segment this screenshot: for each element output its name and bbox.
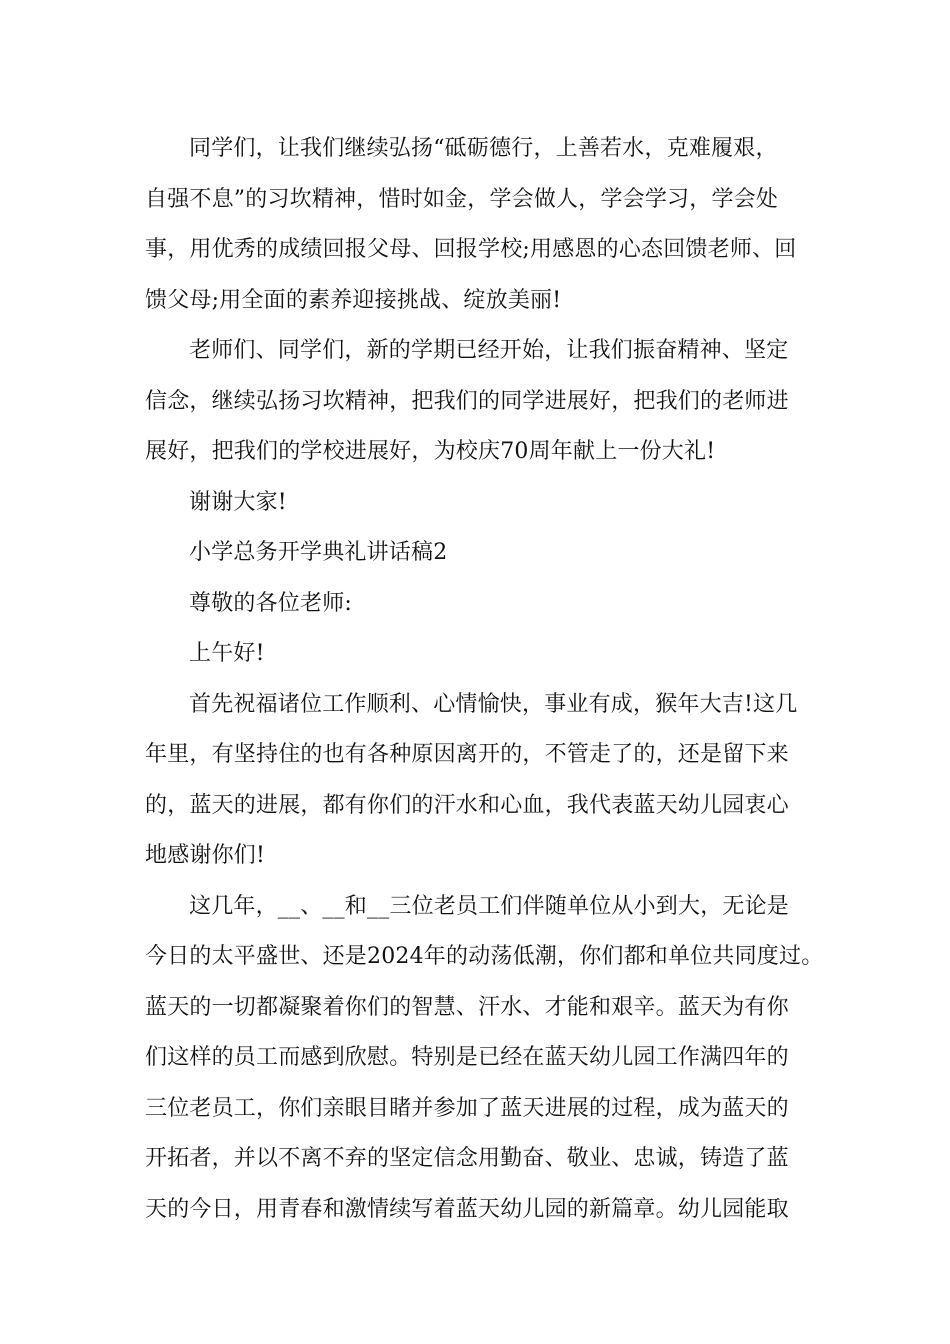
text-line: 老师们、同学们，新的学期已经开始，让我们振奋精神、坚定 (189, 338, 789, 363)
text-line: 小学总务开学典礼讲话稿2 (189, 540, 448, 565)
section-title (145, 528, 817, 579)
text-line: 年里，有坚持住的也有各种原因离开的，不管走了的，还是留下来 (145, 742, 789, 767)
text-line: 上午好! (189, 641, 265, 666)
document-body (145, 124, 824, 1235)
text-line: 蓝天的一切都凝聚着你们的智慧、汗水、才能和艰辛。蓝天为有你 (145, 994, 789, 1020)
paragraph-4 (145, 882, 824, 1236)
salutation (145, 579, 817, 630)
text-line: 地感谢你们! (145, 843, 266, 868)
paragraph-thanks (145, 478, 817, 529)
text-line: 这几年，__、__和__三位老员工们伴随单位从小到大，无论是 (189, 893, 790, 919)
text-line: 天的今日，用青春和激情续写着蓝天幼儿园的新篇章。幼儿园能取 (145, 1196, 789, 1222)
text-line: 事，用优秀的成绩回报父母、回报学校;用感恩的心态回馈老师、回 (145, 237, 797, 262)
greeting (145, 629, 817, 680)
text-line: 三位老员工，你们亲眼目睹并参加了蓝天进展的过程，成为蓝天的 (145, 1095, 789, 1121)
paragraph-2 (145, 326, 817, 478)
text-line: 展好，把我们的学校进展好，为校庆70周年献上一份大礼! (145, 439, 716, 464)
text-line: 信念，继续弘扬习坎精神，把我们的同学进展好，把我们的老师进 (145, 388, 789, 414)
text-line: 馈父母;用全面的素养迎接挑战、绽放美丽! (145, 287, 562, 313)
text-line: 开拓者，并以不离不弃的坚定信念用勤奋、敬业、忠诚，铸造了蓝 (145, 1146, 789, 1171)
text-line: 首先祝福诸位工作顺利、心情愉快，事业有成，猴年大吉!这几 (189, 691, 798, 717)
text-line: 们这样的员工而感到欣慰。特别是已经在蓝天幼儿园工作满四年的 (145, 1045, 789, 1070)
text-line: 谢谢大家! (189, 489, 287, 515)
text-line: 同学们，让我们继续弘扬“砥砺德行，上善若水，克难履艰， (189, 136, 778, 161)
text-line: 自强不息”的习坎精神，惜时如金，学会做人，学会学习，学会处 (145, 186, 779, 212)
text-line: 今日的太平盛世、还是2024年的动荡低潮，你们都和单位共同度过。 (145, 944, 824, 969)
paragraph-1 (145, 124, 817, 326)
text-line: 尊敬的各位老师: (189, 590, 353, 616)
text-line: 的，蓝天的进展，都有你们的汗水和心血，我代表蓝天幼儿园衷心 (145, 792, 789, 818)
paragraph-3 (145, 680, 817, 882)
